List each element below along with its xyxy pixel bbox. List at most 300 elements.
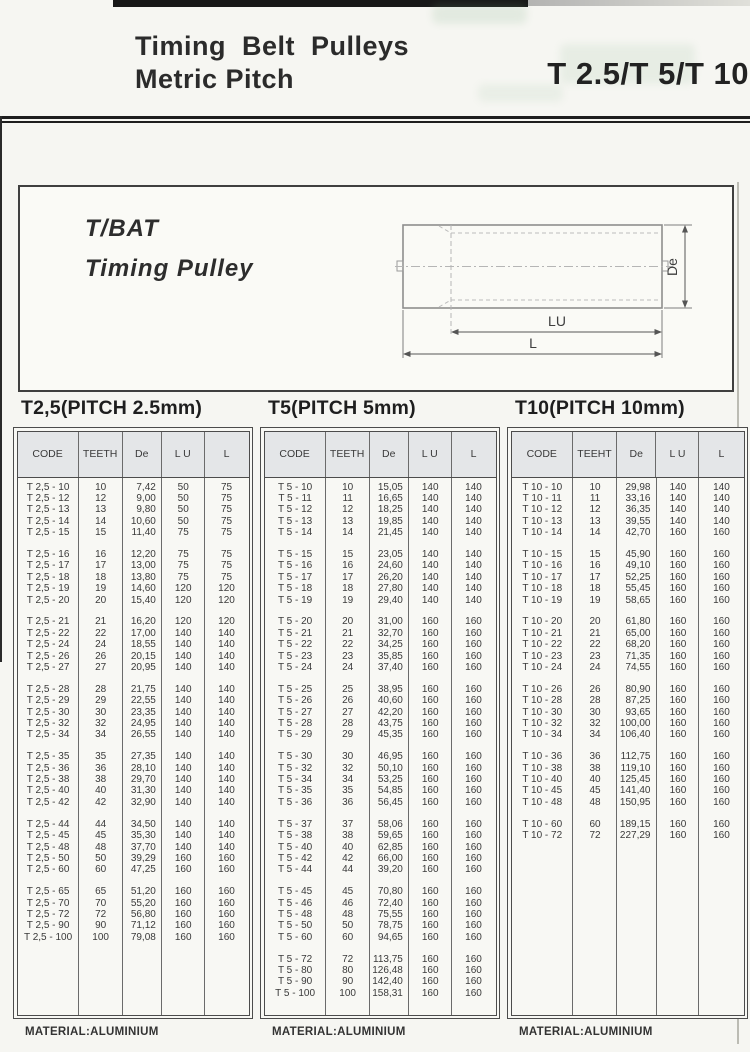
- table-cell: 140: [218, 650, 235, 662]
- pulley-diagram-panel: [18, 185, 734, 392]
- table-cell: 17,00: [130, 627, 156, 639]
- table-cell: T 10 - 20: [522, 616, 563, 628]
- table-cell: 160: [669, 695, 687, 707]
- table-cell: T 10 - 18: [522, 583, 563, 595]
- table-cell: 33,16: [625, 492, 651, 504]
- table-cell: 160: [421, 751, 439, 763]
- table-row: [512, 830, 744, 841]
- table-cell: 160: [421, 841, 439, 853]
- table-cell: 58,65: [625, 594, 651, 606]
- table-cell: 160: [713, 762, 730, 774]
- table-cell: 42: [95, 796, 107, 808]
- table-cell: 24,60: [377, 560, 403, 572]
- table-cell: 160: [421, 909, 439, 920]
- table-cell: 160: [669, 560, 687, 572]
- table-cell: 160: [713, 729, 730, 741]
- table-cell: T 5 - 10: [277, 481, 313, 493]
- table-row: [18, 785, 249, 796]
- table-cell: 160: [174, 897, 192, 909]
- table-row: [18, 729, 249, 740]
- table-cell: 45,90: [625, 548, 651, 560]
- table-row: [265, 729, 496, 740]
- table-cell: 140: [421, 481, 439, 493]
- table-cell: T 10 - 28: [522, 695, 563, 707]
- table-row: [18, 797, 249, 808]
- table-cell: 160: [421, 627, 439, 639]
- table-cell: T 5 - 23: [277, 650, 313, 662]
- table-cell: 160: [669, 718, 687, 730]
- table-cell: 42,70: [625, 527, 651, 539]
- table-cell: 160: [465, 729, 482, 741]
- diagram-series-label: T/BAT: [85, 215, 159, 242]
- table-cell: 160: [465, 987, 482, 999]
- table-cell: 120: [174, 616, 192, 628]
- table-cell: 13,00: [130, 560, 156, 572]
- table-cell: T 5 - 60: [277, 931, 313, 943]
- table-cell: 120: [218, 594, 235, 606]
- table-cell: 19: [342, 594, 354, 606]
- table-cell: T 5 - 11: [278, 492, 312, 504]
- table-cell: 35: [95, 751, 107, 763]
- table-cell: T 2,5 - 100: [24, 931, 73, 943]
- table-cell: T 5 - 27: [277, 706, 313, 718]
- table-cell: 32: [342, 762, 354, 774]
- table-row: [18, 583, 249, 594]
- table-cell: 9,00: [136, 492, 156, 504]
- table-cell: 160: [713, 639, 730, 651]
- table-cell: 50: [177, 481, 189, 493]
- table-cell: 140: [465, 515, 482, 527]
- table-cell: T 10 - 21: [522, 627, 563, 639]
- table-cell: 160: [218, 920, 235, 932]
- rule-line: [0, 121, 750, 124]
- table-cell: 160: [421, 897, 439, 909]
- table-cell: 140: [218, 627, 235, 639]
- table-cell: 65,00: [625, 627, 651, 639]
- table-cell: 160: [421, 987, 439, 999]
- table-cell: 22: [589, 639, 601, 651]
- row-group: [265, 549, 496, 606]
- table-cell: T 5 - 42: [277, 852, 313, 864]
- table-row: [18, 707, 249, 718]
- table-cell: 38,95: [377, 683, 403, 695]
- table-cell: T 10 - 40: [522, 774, 563, 786]
- pulley-technical-drawing: [395, 205, 725, 380]
- table-row: [265, 864, 496, 875]
- table-row: [265, 572, 496, 583]
- row-group: [265, 616, 496, 673]
- table-row: [18, 651, 249, 662]
- table-cell: 75: [220, 492, 233, 504]
- table-cell: 140: [713, 504, 730, 516]
- table-row: [512, 651, 744, 662]
- table-cell: 160: [421, 953, 439, 965]
- table-cell: 23: [589, 650, 601, 662]
- table-cell: 13: [342, 515, 354, 527]
- table-cell: 75,55: [377, 909, 403, 920]
- table-cell: T 5 - 50: [277, 920, 313, 932]
- table-cell: 160: [669, 594, 687, 606]
- table-cell: 55,45: [625, 583, 651, 595]
- table-cell: T 5 - 90: [277, 976, 313, 988]
- table-cell: 22,55: [130, 695, 156, 707]
- table-cell: 62,85: [377, 841, 403, 853]
- table-cell: 75: [220, 504, 233, 516]
- table-cell: T 5 - 20: [277, 616, 313, 628]
- table-cell: 48: [589, 796, 601, 808]
- table-cell: T 5 - 48: [277, 909, 313, 920]
- table-row: [512, 527, 744, 538]
- table-cell: 24,95: [130, 718, 156, 730]
- arrowhead: [682, 301, 688, 309]
- table-cell: 140: [218, 841, 235, 853]
- table-cell: T 5 - 24: [277, 661, 313, 673]
- chamfer-dashed-top: [439, 226, 451, 233]
- table-cell: 37,70: [130, 841, 156, 853]
- table-row: [512, 560, 744, 571]
- row-group: [18, 819, 249, 876]
- table-cell: 160: [713, 527, 730, 539]
- table-cell: 32,70: [377, 627, 403, 639]
- table-cell: T 5 - 34: [277, 774, 313, 786]
- table-cell: 72: [589, 830, 601, 842]
- table-cell: T 10 - 15: [522, 548, 563, 560]
- table-cell: 36: [342, 796, 354, 808]
- table-cell: 160: [713, 661, 730, 673]
- table-cell: 160: [669, 661, 687, 673]
- table-cell: T 2,5 - 29: [26, 695, 70, 707]
- table-cell: 160: [669, 683, 687, 695]
- table-cell: 140: [713, 515, 730, 527]
- column-header: TEETH: [79, 432, 123, 477]
- table-cell: 53,25: [377, 774, 403, 786]
- column-header: De: [617, 432, 656, 477]
- column-header: CODE: [18, 432, 79, 477]
- table-cell: 160: [218, 864, 235, 876]
- table-cell: 140: [218, 751, 235, 763]
- table-cell: 14,60: [130, 583, 156, 595]
- table-cell: 160: [465, 683, 482, 695]
- table-cell: 34: [589, 729, 601, 741]
- table-cell: 140: [421, 492, 439, 504]
- table-cell: 48: [342, 909, 354, 920]
- material-note: MATERIAL:ALUMINIUM: [519, 1026, 653, 1038]
- table-cell: 90: [342, 976, 354, 988]
- table-row: [18, 493, 249, 504]
- table-row: [18, 572, 249, 583]
- table-cell: 45: [589, 785, 601, 797]
- table-cell: T 5 - 21: [277, 627, 313, 639]
- table-cell: 227,29: [619, 830, 651, 842]
- table-cell: 140: [174, 774, 192, 786]
- table-cell: 36: [95, 762, 107, 774]
- table-cell: 79,08: [130, 931, 156, 943]
- table-cell: 40: [342, 841, 354, 853]
- table-cell: 30: [342, 751, 354, 763]
- table-row: [265, 920, 496, 931]
- table-row: [265, 695, 496, 706]
- table-cell: T 5 - 35: [277, 785, 313, 797]
- table-cell: T 5 - 37: [277, 818, 313, 830]
- table-row: [512, 549, 744, 560]
- table-cell: 160: [421, 616, 439, 628]
- table-cell: 21: [589, 627, 601, 639]
- table-cell: T 2,5 - 10: [26, 481, 70, 493]
- table-cell: 78,75: [377, 920, 403, 932]
- table-cell: 34,25: [377, 639, 403, 651]
- table-cell: 140: [174, 695, 192, 707]
- table-cell: 22: [342, 639, 354, 651]
- table-cell: 59,65: [377, 830, 403, 842]
- table-cell: 100: [339, 987, 356, 999]
- table-cell: 20: [342, 616, 354, 628]
- table-row: [512, 516, 744, 527]
- table-cell: 160: [421, 683, 439, 695]
- table-cell: 140: [465, 594, 482, 606]
- table-title: T2,5(PITCH 2.5mm): [21, 397, 203, 419]
- table-cell: T 10 - 45: [522, 785, 563, 797]
- table-cell: T 2,5 - 27: [26, 661, 70, 673]
- l-dimension-label: L: [529, 335, 537, 351]
- table-cell: 48: [95, 841, 107, 853]
- table-cell: 160: [218, 909, 235, 920]
- table-cell: 160: [421, 661, 439, 673]
- table-cell: 18,55: [130, 639, 156, 651]
- table-cell: 160: [218, 931, 235, 943]
- table-cell: 24: [589, 661, 601, 673]
- table-cell: T 10 - 16: [522, 560, 563, 572]
- table-cell: 160: [669, 639, 687, 651]
- table-cell: 100,00: [619, 718, 651, 730]
- table-cell: 23: [342, 650, 354, 662]
- table-header-row: [18, 432, 249, 478]
- table-row: [18, 751, 249, 762]
- table-cell: 15,05: [377, 481, 403, 493]
- table-cell: 12: [342, 504, 354, 516]
- table-cell: 160: [421, 796, 439, 808]
- table-cell: 160: [421, 965, 439, 977]
- table-cell: 160: [669, 762, 687, 774]
- table-cell: 160: [713, 695, 730, 707]
- table-cell: T 2,5 - 21: [26, 616, 70, 628]
- row-group: [265, 751, 496, 808]
- table-cell: 140: [174, 627, 192, 639]
- table-cell: 14: [589, 527, 601, 539]
- table-row: [512, 707, 744, 718]
- table-row: [512, 572, 744, 583]
- table-row: [265, 482, 496, 493]
- table-row: [18, 853, 249, 864]
- table-cell: T 5 - 40: [277, 841, 313, 853]
- table-cell: T 5 - 13: [277, 515, 313, 527]
- table-cell: 160: [174, 909, 192, 920]
- table-cell: 120: [174, 594, 192, 606]
- table-row: [18, 920, 249, 931]
- table-cell: T 10 - 17: [522, 571, 563, 583]
- table-cell: 20: [589, 616, 601, 628]
- table-cell: 17: [95, 560, 107, 572]
- table-cell: 27,80: [377, 583, 403, 595]
- row-group: [512, 616, 744, 673]
- table-rows: [18, 478, 249, 944]
- table-cell: T 10 - 60: [522, 818, 563, 830]
- table-cell: 140: [174, 785, 192, 797]
- table-cell: T 2,5 - 90: [26, 920, 70, 932]
- table-cell: 160: [421, 706, 439, 718]
- table-cell: T 10 - 26: [522, 683, 563, 695]
- table-row: [265, 751, 496, 762]
- table-cell: 160: [421, 931, 439, 943]
- table-cell: T 2,5 - 24: [26, 639, 70, 651]
- table-cell: 74,55: [625, 661, 651, 673]
- table-cell: 13,80: [130, 571, 156, 583]
- table-row: [265, 965, 496, 976]
- table-rows: [265, 478, 496, 1000]
- table-row: [18, 763, 249, 774]
- table-cell: 160: [713, 560, 730, 572]
- row-group: [265, 819, 496, 876]
- table-cell: 38: [95, 774, 107, 786]
- table-row: [265, 504, 496, 515]
- table-row: [18, 595, 249, 606]
- table-cell: 17: [342, 571, 354, 583]
- table-cell: 21,75: [130, 683, 156, 695]
- table-cell: 18: [342, 583, 354, 595]
- table-cell: 52,25: [625, 571, 651, 583]
- table-cell: 38: [589, 762, 601, 774]
- table-cell: 140: [421, 594, 439, 606]
- table-cell: 160: [669, 548, 687, 560]
- table-cell: T 2,5 - 15: [26, 527, 70, 539]
- table-row: [265, 639, 496, 650]
- table-cell: 15,40: [130, 594, 156, 606]
- table-row: [265, 785, 496, 796]
- table-cell: 140: [465, 560, 482, 572]
- table-cell: 106,40: [619, 729, 651, 741]
- pulley-table-t5: [260, 427, 500, 1019]
- table-row: [265, 707, 496, 718]
- table-cell: T 10 - 32: [522, 718, 563, 730]
- table-cell: T 10 - 12: [522, 504, 563, 516]
- table-row: [18, 549, 249, 560]
- table-cell: T 5 - 16: [277, 560, 313, 572]
- table-cell: 113,75: [373, 953, 403, 965]
- table-row: [512, 583, 744, 594]
- table-cell: 46: [342, 897, 354, 909]
- table-cell: 160: [713, 774, 730, 786]
- column-header: TEETH: [326, 432, 370, 477]
- series-title: T 2.5/T 5/T 10: [547, 56, 749, 91]
- table-cell: 21,45: [377, 527, 403, 539]
- table-cell: T 2,5 - 30: [26, 706, 70, 718]
- table-cell: 29,70: [130, 774, 156, 786]
- row-group: [512, 482, 744, 539]
- table-cell: 50: [177, 515, 189, 527]
- table-cell: 54,85: [377, 785, 403, 797]
- table-row: [18, 774, 249, 785]
- table-cell: 31,30: [130, 785, 156, 797]
- table-cell: 140: [465, 583, 482, 595]
- table-cell: T 10 - 14: [522, 527, 563, 539]
- table-row: [18, 560, 249, 571]
- column-header: L: [718, 448, 725, 460]
- table-cell: 125,45: [619, 774, 651, 786]
- table-section-t5: [260, 397, 500, 1038]
- table-cell: 36,35: [625, 504, 651, 516]
- table-row: [512, 819, 744, 830]
- table-cell: 70,80: [377, 886, 403, 898]
- table-row: [265, 954, 496, 965]
- table-cell: 140: [669, 481, 687, 493]
- table-cell: 60: [342, 931, 354, 943]
- table-cell: 160: [713, 706, 730, 718]
- column-header: De: [123, 432, 162, 477]
- table-cell: 23,35: [130, 706, 156, 718]
- table-cell: 160: [174, 852, 192, 864]
- table-cell: T 2,5 - 40: [26, 785, 70, 797]
- table-row: [265, 886, 496, 897]
- table-cell: 160: [669, 527, 687, 539]
- table-cell: 35,85: [377, 650, 403, 662]
- table-cell: 160: [465, 830, 482, 842]
- table-cell: 160: [421, 639, 439, 651]
- table-row: [265, 797, 496, 808]
- table-row: [265, 560, 496, 571]
- table-cell: 160: [465, 785, 482, 797]
- table-row: [18, 616, 249, 627]
- table-cell: T 2,5 - 44: [26, 818, 70, 830]
- table-cell: 140: [174, 650, 192, 662]
- table-cell: T 2,5 - 20: [26, 594, 70, 606]
- diagram-label: [85, 209, 254, 289]
- table-cell: 49,10: [625, 560, 651, 572]
- table-cell: T 5 - 36: [277, 796, 313, 808]
- table-cell: 45,35: [377, 729, 403, 741]
- table-cell: T 5 - 100: [275, 987, 316, 999]
- table-cell: 120: [218, 583, 235, 595]
- table-cell: 160: [713, 594, 730, 606]
- lu-dimension-label: LU: [548, 313, 566, 329]
- table-cell: 160: [465, 718, 482, 730]
- table-cell: 19,85: [377, 515, 403, 527]
- table-cell: 140: [465, 527, 482, 539]
- table-cell: 160: [218, 886, 235, 898]
- table-cell: 35: [342, 785, 354, 797]
- table-cell: 160: [713, 818, 730, 830]
- table-cell: T 5 - 28: [277, 718, 313, 730]
- table-cell: 160: [669, 616, 687, 628]
- table-cell: 35,30: [130, 830, 156, 842]
- table-cell: T 2,5 - 72: [26, 909, 70, 920]
- table-row: [18, 684, 249, 695]
- table-cell: 71,12: [130, 920, 156, 932]
- column-header: L U: [162, 432, 205, 477]
- table-cell: 12: [95, 492, 107, 504]
- table-cell: T 5 - 26: [277, 695, 313, 707]
- table-cell: 140: [669, 515, 687, 527]
- table-row: [512, 751, 744, 762]
- table-cell: 16,65: [377, 492, 403, 504]
- table-cell: 31,00: [377, 616, 403, 628]
- table-cell: T 2,5 - 12: [26, 492, 70, 504]
- table-cell: 140: [218, 830, 235, 842]
- table-cell: 10,60: [130, 515, 156, 527]
- column-header: L U: [656, 432, 699, 477]
- table-cell: T 5 - 29: [277, 729, 313, 741]
- table-row: [265, 684, 496, 695]
- table-row: [265, 819, 496, 830]
- table-cell: 142,40: [372, 976, 403, 988]
